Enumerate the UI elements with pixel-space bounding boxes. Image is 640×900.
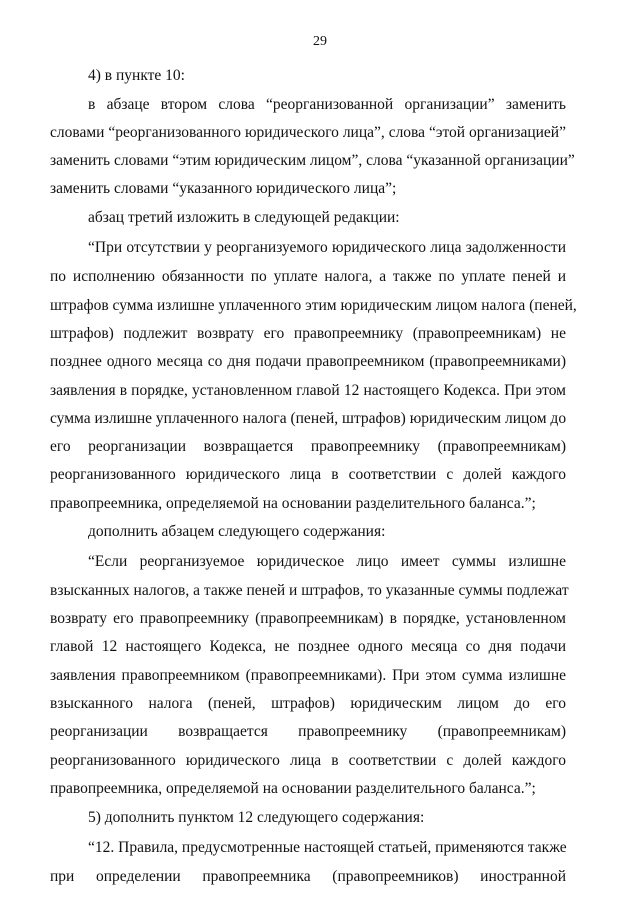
text-line: при определении правопреемника (правопреемников) иностранной xyxy=(50,868,566,885)
text-line: “12. Правила, предусмотренные настоящей статьей, применяются также xyxy=(88,839,567,856)
text-line: по исполнению обязанности по уплате налога, а также по уплате пеней и xyxy=(50,268,566,285)
text-line: дополнить абзацем следующего содержания: xyxy=(88,523,386,540)
text-line: реорганизации возвращается правопреемнику (правопреемникам) xyxy=(50,723,566,740)
text-line: “При отсутствии у реорганизуемого юридического лица задолженности xyxy=(88,239,566,256)
text-line: правопреемника, определяемой на основании разделительного баланса.”; xyxy=(50,780,536,797)
text-line: позднее одного месяца со дня подачи правопреемником (правопреемниками) xyxy=(50,353,566,370)
text-line: сумма излишне уплаченного налога (пеней, штрафов) юридическим лицом до xyxy=(50,410,567,427)
text-line: заменить словами “указанного юридического лица”; xyxy=(50,180,397,197)
text-line: в абзаце втором слова “реорганизованной организации” заменить xyxy=(88,96,566,113)
text-line: заменить словами “этим юридическим лицом”, слова “указанной организации” xyxy=(50,152,575,169)
text-line: словами “реорганизованного юридического лица”, слова “этой организацией” xyxy=(50,124,566,141)
text-line: реорганизованного юридического лица в соответствии с долей каждого xyxy=(50,466,566,483)
text-line: главой 12 настоящего Кодекса, не позднее одного месяца со дня подачи xyxy=(50,638,566,655)
text-line: заявления правопреемником (правопреемниками). При этом сумма излишне xyxy=(50,667,566,684)
text-line: взысканных налогов, а также пеней и штрафов, то указанные суммы подлежат xyxy=(50,582,569,599)
text-line: 5) дополнить пунктом 12 следующего содержания: xyxy=(88,809,425,826)
text-line: штрафов) подлежит возврату его правопреемнику (правопреемникам) не xyxy=(50,325,566,342)
text-line: взысканного налога (пеней, штрафов) юридическим лицом до его xyxy=(50,695,566,712)
text-line: “Если реорганизуемое юридическое лицо имеет суммы излишне xyxy=(88,553,566,570)
text-line: заявления в порядке, установленном главой 12 настоящего Кодекса. При этом xyxy=(50,382,566,399)
text-line: возврату его правопреемнику (правопреемникам) в порядке, установленном xyxy=(50,610,566,627)
text-line: его реорганизации возвращается правопреемнику (правопреемникам) xyxy=(50,438,566,455)
text-line: абзац третий изложить в следующей редакции: xyxy=(88,209,400,226)
text-line: реорганизованного юридического лица в соответствии с долей каждого xyxy=(50,752,566,769)
page-number: 29 xyxy=(313,34,327,49)
text-line: штрафов сумма излишне уплаченного этим юридическим лицом налога (пеней, xyxy=(50,297,577,314)
text-line: правопреемника, определяемой на основании разделительного баланса.”; xyxy=(50,495,536,512)
text-line: 4) в пункте 10: xyxy=(88,67,185,84)
